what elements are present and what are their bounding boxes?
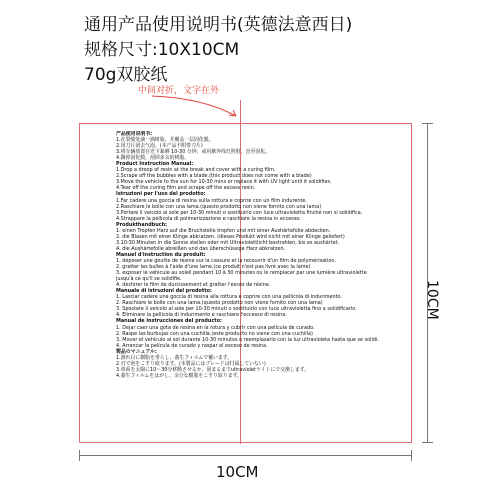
- instruction-text: [116, 131, 412, 379]
- height-dimension-tick-bottom: [422, 442, 433, 443]
- it-line: 3.Portare il veicolo al sole per 10-30 minuti o sostituirlo con luce ultravioletta finché non si solidifica.: [116, 209, 363, 216]
- paper-spec: 70g双胶纸: [84, 65, 168, 85]
- ja-line: 2.刃で泡をこすり取ります。(本製品にはブレードは付属していない): [116, 360, 266, 367]
- it2-title: Manuale di istruzioni del prodotto:: [116, 288, 212, 295]
- it-line: 1.Far cadere una goccia di resina sulla rottura e coprire con un film indurente.: [116, 197, 307, 204]
- zh-line: 3.将车辆放置在光下暴晒 10-30 分钟，或用紫外线灯照射，直至固化。: [116, 149, 271, 156]
- it2-line: 1. Lasciar cadere una goccia di resina alla rottura e coprire con una pellicola di indurimento.: [116, 294, 342, 301]
- zh-title: 产品使用说明书:: [116, 131, 153, 137]
- it-line: 2.Raschiare le bolle con una lama.(questo prodotto non viene fornito con una lama): [116, 203, 322, 210]
- de-line: 2. die Blasen mit einer Klinge abkratzen. (dieses Produkt wird nicht mit einer Klinge geliefert): [116, 233, 345, 240]
- ja-line: 1.割れ目に樹脂を垂らし、養生フィルムで覆います。: [116, 354, 233, 361]
- ja-title: 製品のマニュアル:: [116, 348, 157, 355]
- fold-arrow-icon: [148, 94, 248, 124]
- es-line: 4. Arrancar la película de curado y raspar el exceso de resina.: [116, 342, 268, 349]
- it-title: Istruzioni per l'uso del prodotto:: [116, 191, 206, 198]
- it2-line: 2. Raschiare le bolle con una lama.(questo prodotto non viene fornito con una lama): [116, 300, 323, 307]
- de-title: Produkthandbuch:: [116, 221, 168, 228]
- ja-line: 4.養生フィルムをはがし、余分な樹脂をこすり取ります。: [116, 372, 242, 379]
- de-line: 4. die Aushärtefolie abreißen und das überschüssige Harz abkratzen.: [116, 245, 286, 252]
- zh-line: 1.在裂缝处滴一滴树脂，并覆盖一层固化膜。: [116, 137, 214, 144]
- ja-line: 3.車両を太陽に10～30分移動させるか、固まるまでultravioletライトにで交換します。: [116, 366, 310, 373]
- width-dimension-tick-left: [79, 450, 80, 461]
- it2-line: 3. Spostare il veicolo al sole per 10-30 minuti o sostituirlo con luce ultravioletta fino a solidificarlo.: [116, 306, 357, 313]
- en-line: 4.Tear off the curing film and scrape off the excess resin.: [116, 185, 256, 192]
- es-title: Manual de instrucciones del producto:: [116, 318, 222, 325]
- it-line: 4.Strappare la pellicola di polimerizzazione e raschiare la resina in eccesso.: [116, 215, 301, 222]
- de-line: 3.10-30 Minuten in die Sonne stellen oder mit Ultraviolettlicht bestrahlen, bis es aushärtet.: [116, 239, 340, 246]
- height-dimension-tick-top: [422, 123, 433, 124]
- fold-note: 中间对折，文字在外: [138, 86, 220, 96]
- fr-line: 2. gratter les bulles à l'aide d'une lame.(ce produit n'est pas livré avec la lame): [116, 264, 311, 271]
- fr-line: 3. exposer le véhicule au soleil pendant 10 à 30 minutes ou le remplacer par une lumière ultraviolette: [116, 270, 367, 277]
- en-line: 1.Drop a droop of resin at the break and cover with a curing film.: [116, 167, 276, 174]
- es-line: 1. Dejar caer una gota de resina en la rotura y cubrir con una película de curado.: [116, 324, 315, 331]
- en-line: 3.Move the vehicle to the sun for 10-30 mins or replace it with UV light until it solidifies.: [116, 179, 332, 186]
- en-title: Product Instruction Manual:: [116, 161, 194, 168]
- fr-line: 4. déchirer le film de durcissement et gratter l'excès de résine.: [116, 282, 271, 289]
- de-line: 1. einen Tropfen Harz auf die Bruchstelle tropfen und mit einer Aushärtefolie abdecken.: [116, 227, 331, 234]
- it2-line: 4. Eliminare la pellicola di indurimento e raschiare l'eccesso di resina.: [116, 312, 287, 319]
- zh-line: 2.用刀片刮去气泡。(本产品不附带刀片): [116, 143, 203, 150]
- es-line: 2. Raspe las burbujas con una cuchilla.(este producto no viene con una cuchilla): [116, 330, 313, 337]
- fr-line: jusqu'à ce qu'il se solidifie.: [116, 276, 182, 283]
- size-spec: 规格尺寸:10X10CM: [84, 40, 240, 60]
- zh-line: 4.撕掉固化膜，刮掉多余的树脂。: [116, 155, 190, 162]
- width-dimension-tick-right: [411, 450, 412, 461]
- height-dimension-label: 10CM: [424, 280, 440, 320]
- header-title: 通用产品使用说明书(英德法意西日): [84, 15, 353, 35]
- width-dimension-line: [79, 455, 412, 456]
- fr-line: 1. déposer une goutte de résine sur la cassure et la recouvrir d'un film de polymérisation.: [116, 257, 337, 264]
- es-line: 3. Mover el vehículo al sol durante 10-30 minutos o reemplazarlo con la luz ultravioleta hasta que se solidi.: [116, 336, 379, 343]
- fr-title: Manuel d'instruction du produit:: [116, 251, 206, 258]
- width-dimension-label: 10CM: [216, 463, 259, 481]
- en-line: 2.Scrape off the bubbles with a blade.(this product does not come with a blade): [116, 173, 312, 180]
